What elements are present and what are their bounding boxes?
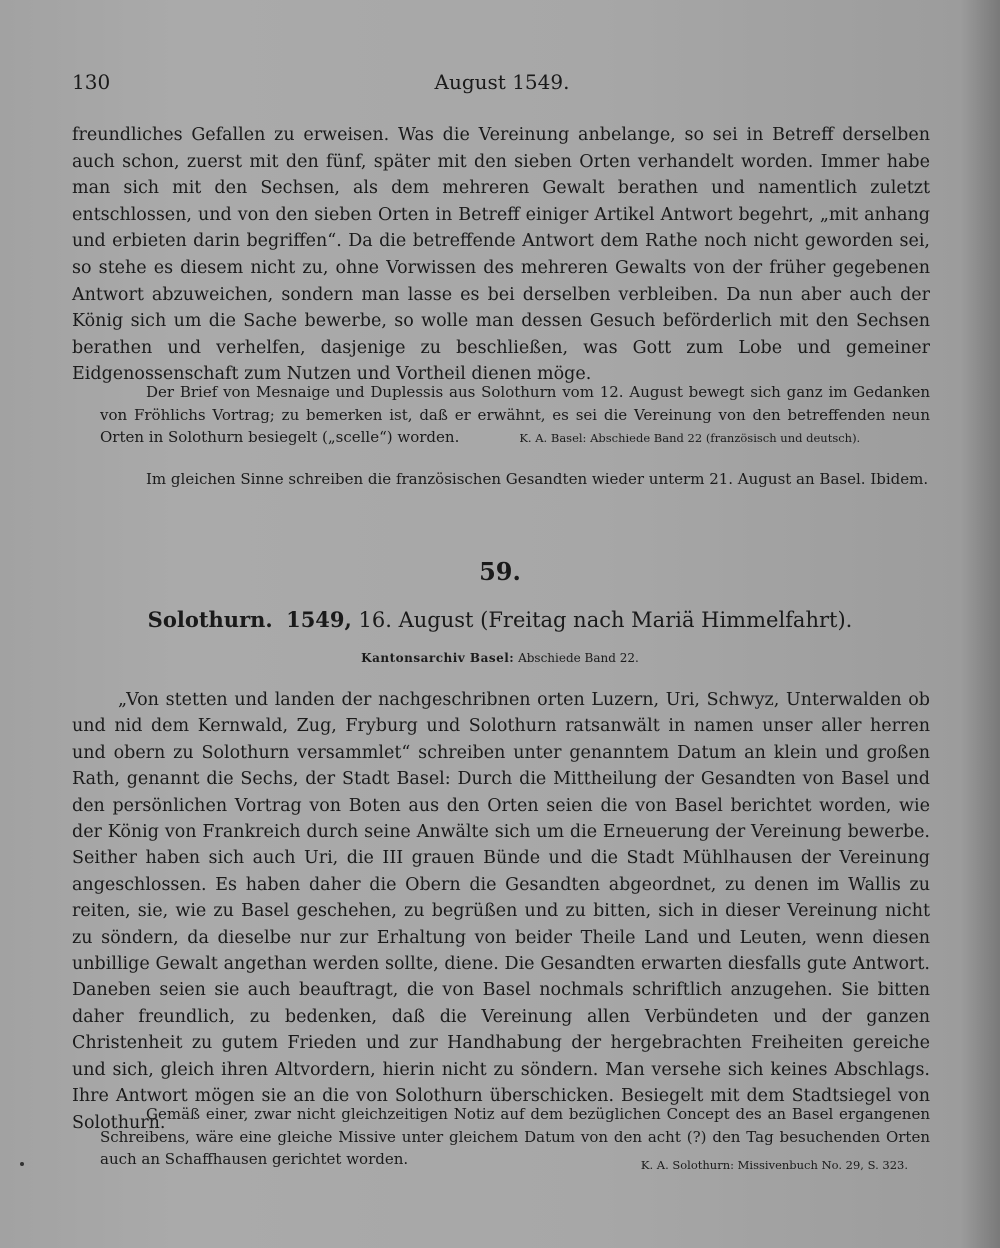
footnote-letter-text: Der Brief von Mesnaige und Duplessis aus Solothurn vom 12. August bewegt sich ganz im Gedanken von Fröhlichs Vortrag; zu bemerken ist, daß er erwähnt, es sei die Vereinung von den betreffenden neun Orten in Solothurn besiegelt („scelle“) worden.	[100, 383, 930, 447]
paper-speck	[20, 1162, 24, 1166]
main-paragraph	[72, 687, 930, 1136]
lead-paragraph	[72, 122, 930, 388]
archive-detail: Abschiede Band 22.	[518, 651, 639, 665]
running-head: August 1549.	[434, 70, 570, 94]
footnote-schaffhausen-reference: K. A. Solothurn: Missivenbuch No. 29, S. 323.	[640, 1158, 908, 1172]
document-date: 16. August (Freitag nach Mariä Himmelfahrt).	[358, 608, 853, 632]
document-title	[0, 607, 1000, 632]
archive-line	[0, 651, 1000, 665]
document-year: 1549,	[286, 607, 352, 632]
page-number: 130	[72, 70, 111, 94]
footnote-letter	[100, 381, 930, 450]
document-place: Solothurn.	[147, 607, 273, 632]
page-header	[72, 70, 932, 106]
main-paragraph-text: „Von stetten und landen der nachgeschribnen orten Luzern, Uri, Schwyz, Unterwalden ob und nid dem Kernwald, Zug, Fryburg und Solothurn ratsanwält in namen unser aller herren und obern zu Solothurn versammlet“ schreiben unter genanntem Datum an klein und großen Rath, genannt die Sechs, der Stadt Basel: Durch die Mittheilung der Gesandten von Basel und den persönlichen Vortrag von Boten aus den Orten seien die von Basel berichtet worden, wie der König von Frankreich durch seine Anwälte sich um die Erneuerung der Vereinung bewerbe. Seither haben sich auch Uri, die III grauen Bünde und die Stadt Mühlhausen der Vereinung angeschlossen. Es haben daher die Obern die Gesandten abgeordnet, zu denen im Wallis zu reiten, sie, wie zu Basel geschehen, zu begrüßen und zu bitten, sich in dieser Vereinung nicht zu söndern, da dieselbe nur zur Erhaltung von beider Theile Land und Leuten, wenn diesen unbillige Gewalt angethan werden sollte, diene. Die Gesandten erwarten diesfalls gute Antwort. Daneben seien sie auch beauftragt, die von Basel nochmals schriftlich anzugehen. Sie bitten daher freundlich, zu bedenken, daß die Vereinung allen Verbündeten und der ganzen Christenheit zu gutem Frieden und zur Handhabung der hergebrachten Freiheiten gereiche und sich, gleich ihren Altvordern, hierin nicht zu söndern. Man versehe sich keines Abschlags. Ihre Antwort mögen sie an die von Solothurn überschicken. Besiegelt mit dem Stadtsiegel von Solothurn.	[72, 690, 930, 1133]
archive-source: Kantonsarchiv Basel:	[361, 651, 515, 665]
footnote-same-sense-reference: Ibidem.	[870, 470, 929, 488]
footnote-same-sense	[100, 468, 930, 491]
footnote-schaffhausen-text: Gemäß einer, zwar nicht gleichzeitigen Notiz auf dem bezüglichen Concept des an Basel ergangenen Schreibens, wäre eine gleiche Missive unter gleichem Datum von den acht (?) den Tag besuchenden Orten auch an Schaffhausen gerichtet worden.	[100, 1105, 930, 1169]
footnote-letter-reference: K. A. Basel: Abschiede Band 22 (französisch und deutsch).	[519, 431, 861, 446]
footnote-same-sense-text: Im gleichen Sinne schreiben die französischen Gesandten wieder unterm 21. August an Basel.	[146, 470, 866, 488]
lead-paragraph-text: freundliches Gefallen zu erweisen. Was die Vereinung anbelange, so sei in Betreff derselben auch schon, zuerst mit den fünf, später mit den sieben Orten verhandelt worden. Immer habe man sich mit den Sechsen, als dem mehreren Gewalt berathen und namentlich zuletzt entschlossen, und von den sieben Orten in Betreff einiger Artikel Antwort begehrt, „mit anhang und erbieten darin begriffen“. Da die betreffende Antwort dem Rathe noch nicht geworden sei, so stehe es diesem nicht zu, ohne Vorwissen des mehreren Gewalts von der früher gegebenen Antwort abzuweichen, sondern man lasse es bei derselben verbleiben. Da nun aber auch der König sich um die Sache bewerbe, so wolle man dessen Gesuch beförderlich mit den Sechsen berathen und verhelfen, dasjenige zu beschließen, was Gott zum Lobe und gemeiner Eidgenossenschaft zum Nutzen und Vortheil dienen möge.	[72, 125, 930, 385]
document-number: 59.	[479, 557, 521, 586]
